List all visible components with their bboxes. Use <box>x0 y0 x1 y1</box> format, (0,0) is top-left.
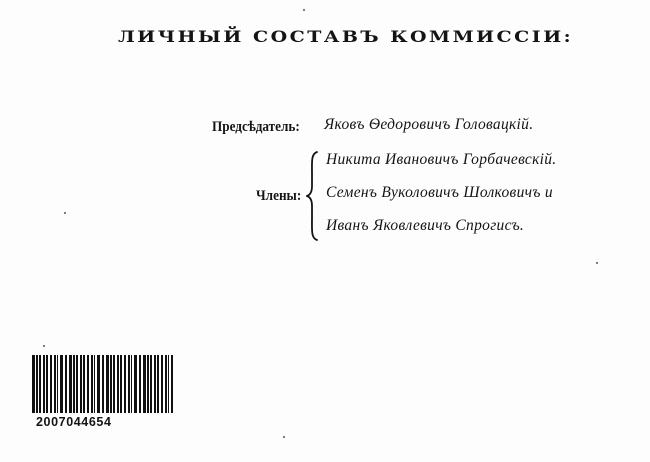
chairman-label: Предсѣдатель: <box>212 119 300 135</box>
barcode-bar <box>65 355 67 413</box>
barcode-bar <box>39 355 41 413</box>
barcode-bar <box>134 355 137 413</box>
barcode-bar <box>143 355 146 413</box>
barcode-bar <box>131 355 132 413</box>
barcode-bar <box>36 355 38 413</box>
barcode-bar <box>97 355 100 413</box>
barcode-bar <box>50 355 52 413</box>
member-name-3: Иванъ Яковлевичъ Спрогисъ. <box>326 217 525 234</box>
barcode-bar <box>120 355 122 413</box>
barcode-bar <box>69 355 72 413</box>
barcode-bar <box>94 355 95 413</box>
barcode-bar <box>73 355 75 413</box>
scan-speck <box>64 212 66 214</box>
barcode-bar <box>32 355 35 413</box>
barcode-bar <box>157 355 159 413</box>
barcode-bar <box>102 355 104 413</box>
scan-speck <box>303 9 305 11</box>
barcode-image <box>30 355 175 417</box>
barcode-bar <box>80 355 82 413</box>
barcode-bar <box>117 355 119 413</box>
members-label: Члены: <box>256 188 302 204</box>
barcode-bar <box>113 355 115 413</box>
scan-speck <box>596 262 598 264</box>
barcode-bar <box>60 355 63 413</box>
barcode-bar <box>110 355 112 413</box>
barcode-bar <box>147 355 149 413</box>
scan-speck <box>283 436 285 438</box>
members-brace <box>306 150 320 242</box>
barcode-bar <box>43 355 45 413</box>
barcode-bar <box>150 355 152 413</box>
member-name-2: Семенъ Вуколовичъ Шолковичъ и <box>326 184 553 201</box>
barcode-bar <box>83 355 85 413</box>
barcode-bar <box>171 355 173 413</box>
barcode-bar <box>54 355 56 413</box>
barcode-bar <box>106 355 109 413</box>
barcode-number: 2007044654 <box>36 415 112 429</box>
barcode-bar <box>87 355 89 413</box>
barcode-bar <box>139 355 141 413</box>
barcode-bar <box>168 355 169 413</box>
page-heading: ЛИЧНЫЙ СОСТАВЪ КОММИССІИ: <box>118 28 574 47</box>
chairman-name: Яковъ Ѳедоровичъ Головацкій. <box>324 116 534 133</box>
barcode-bar <box>124 355 126 413</box>
barcode-bar <box>161 355 163 413</box>
scan-speck <box>43 345 45 347</box>
barcode-bar <box>46 355 48 413</box>
barcode-bar <box>76 355 78 413</box>
barcode-bar <box>128 355 130 413</box>
barcode-bar <box>91 355 93 413</box>
member-name-1: Никита Ивановичъ Горбачевскій. <box>326 151 557 168</box>
barcode-bar <box>154 355 156 413</box>
barcode-bar <box>57 355 58 413</box>
barcode-bar <box>165 355 167 413</box>
